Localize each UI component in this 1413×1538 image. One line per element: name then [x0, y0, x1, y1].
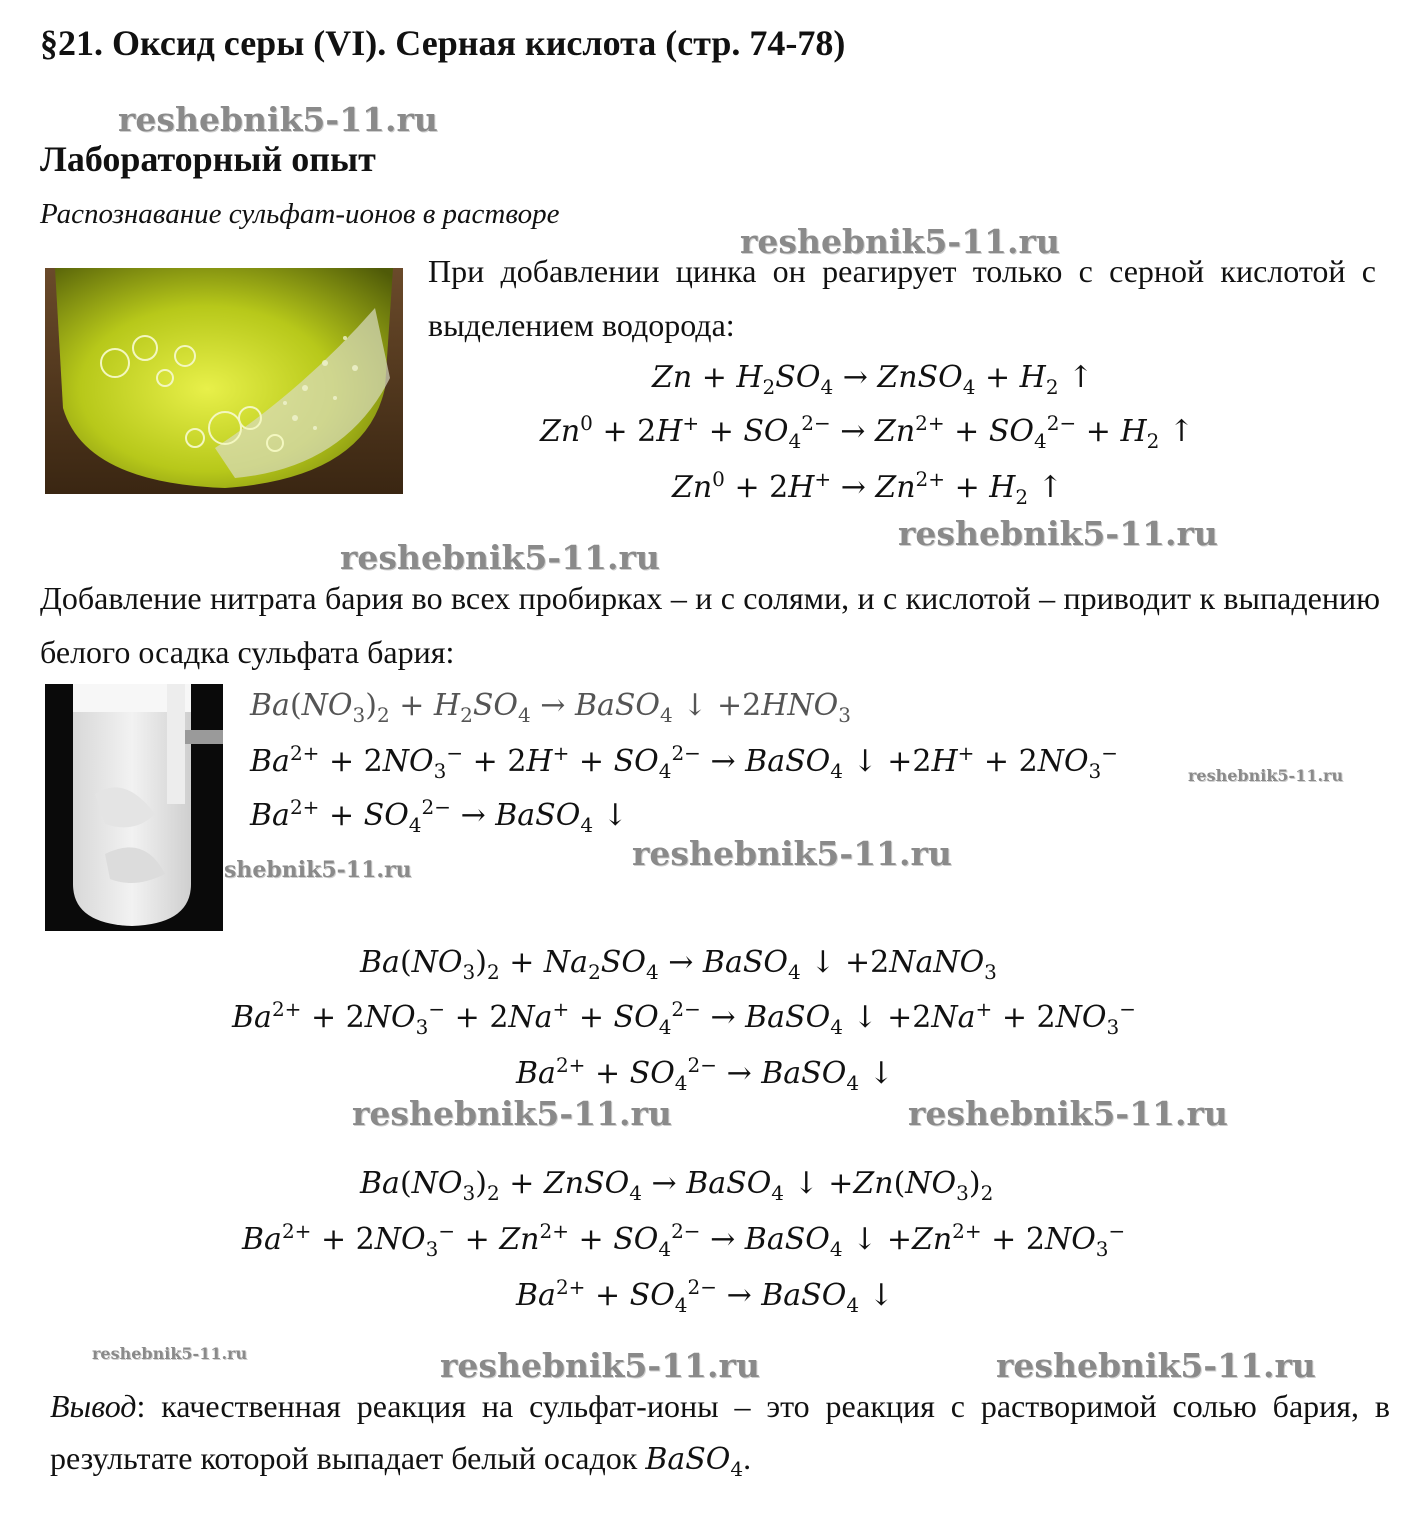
watermark: reshebnik5-11.ru	[898, 514, 1218, 553]
equation-barium-sodium-full-ionic: $Ba^{2+} + 2NO_3^- + 2Na^+ + SO_4^{2-}$ → BaSO$_4$ ↓ $+2Na^+ + 2NO_3^-$	[232, 997, 1136, 1039]
watermark: reshebnik5-11.ru	[352, 1094, 672, 1133]
watermark: reshebnik5-11.ru	[118, 100, 438, 139]
barium-paragraph: Добавление нитрата бария во всех пробирках – и с солями, и с кислотой – приводит к выпадению белого осадка сульфата бария:	[40, 580, 1380, 670]
equation-barium-acid-molecular: $Ba(NO_3)_2 + H_2SO_4$ → BaSO$_4$ ↓ $+2HNO_3$	[250, 688, 851, 727]
equation-zinc-full-ionic: $Zn^0 + 2H^+ + SO_4^{2-} \to Zn^{2+} + SO_4^{2-} + H_2$ ↑	[540, 411, 1195, 453]
watermark: reshebnik5-11.ru	[340, 538, 660, 577]
equation-zinc-molecular: $Zn + H_2SO_4$ → ZnSO$_4$ + $H_2$ ↑	[652, 360, 1094, 399]
watermark: reshebnik5-11.ru	[92, 1344, 248, 1363]
conclusion-tail: .	[743, 1440, 752, 1476]
section-subtitle: Лабораторный опыт	[40, 139, 376, 179]
zinc-reaction-photo	[45, 268, 403, 494]
watermark: reshebnik5-11.ru	[740, 222, 1060, 261]
equation-barium-acid-short-ionic: $Ba^{2+} + SO_4^{2-}$ → BaSO$_4$ ↓	[250, 795, 628, 837]
zinc-paragraph: При добавлении цинка он реагирует только с серной кислотой с выделением водорода:	[428, 253, 1376, 343]
conclusion-label: Вывод	[50, 1388, 137, 1424]
conclusion-formula: BaSO$_4$	[645, 1442, 744, 1481]
watermark: reshebnik5-11.ru	[996, 1346, 1316, 1385]
page-title: §21. Оксид серы (VI). Серная кислота (стр. 74-78)	[40, 23, 846, 63]
watermark: reshebnik5-11.ru	[908, 1094, 1228, 1133]
watermark: reshebnik5-11.ru	[440, 1346, 760, 1385]
watermark: reshebnik5-11.ru	[1188, 766, 1344, 785]
equation-barium-sodium-short-ionic: $Ba^{2+} + SO_4^{2-}$ → BaSO$_4$ ↓	[516, 1053, 894, 1095]
conclusion-text: : качественная реакция на сульфат-ионы – это реакция с растворимой солью бария, в результате которой выпадает белый осадок	[50, 1388, 1390, 1476]
conclusion-paragraph	[50, 1380, 1390, 1486]
watermark: reshebnik5-11.ru	[632, 834, 952, 873]
equation-barium-zinc-full-ionic: $Ba^{2+} + 2NO_3^- + Zn^{2+} + SO_4^{2-}$ → BaSO$_4$ ↓ $+Zn^{2+} + 2NO_3^-$	[242, 1219, 1126, 1261]
equation-zinc-short-ionic: $Zn^0 + 2H^+ \to Zn^{2+} + H_2$ ↑	[672, 467, 1063, 509]
equation-barium-zinc-short-ionic: $Ba^{2+} + SO_4^{2-}$ → BaSO$_4$ ↓	[516, 1275, 894, 1317]
barium-precipitate-photo	[45, 684, 223, 931]
experiment-caption: Распознавание сульфат-ионов в растворе	[40, 198, 560, 230]
watermark: shebnik5-11.ru	[224, 857, 412, 883]
equation-barium-sodium-molecular: $Ba(NO_3)_2 + Na_2SO_4$ → BaSO$_4$ ↓ +2NaNO$_3$	[360, 945, 997, 984]
equation-barium-zinc-molecular: $Ba(NO_3)_2$ + ZnSO$_4$ → BaSO$_4$ ↓ $+Zn(NO_3)_2$	[360, 1166, 994, 1205]
equation-barium-acid-full-ionic: $Ba^{2+} + 2NO_3^- + 2H^+ + SO_4^{2-}$ → BaSO$_4$ ↓ $+2H^+ + 2NO_3^-$	[250, 741, 1119, 783]
